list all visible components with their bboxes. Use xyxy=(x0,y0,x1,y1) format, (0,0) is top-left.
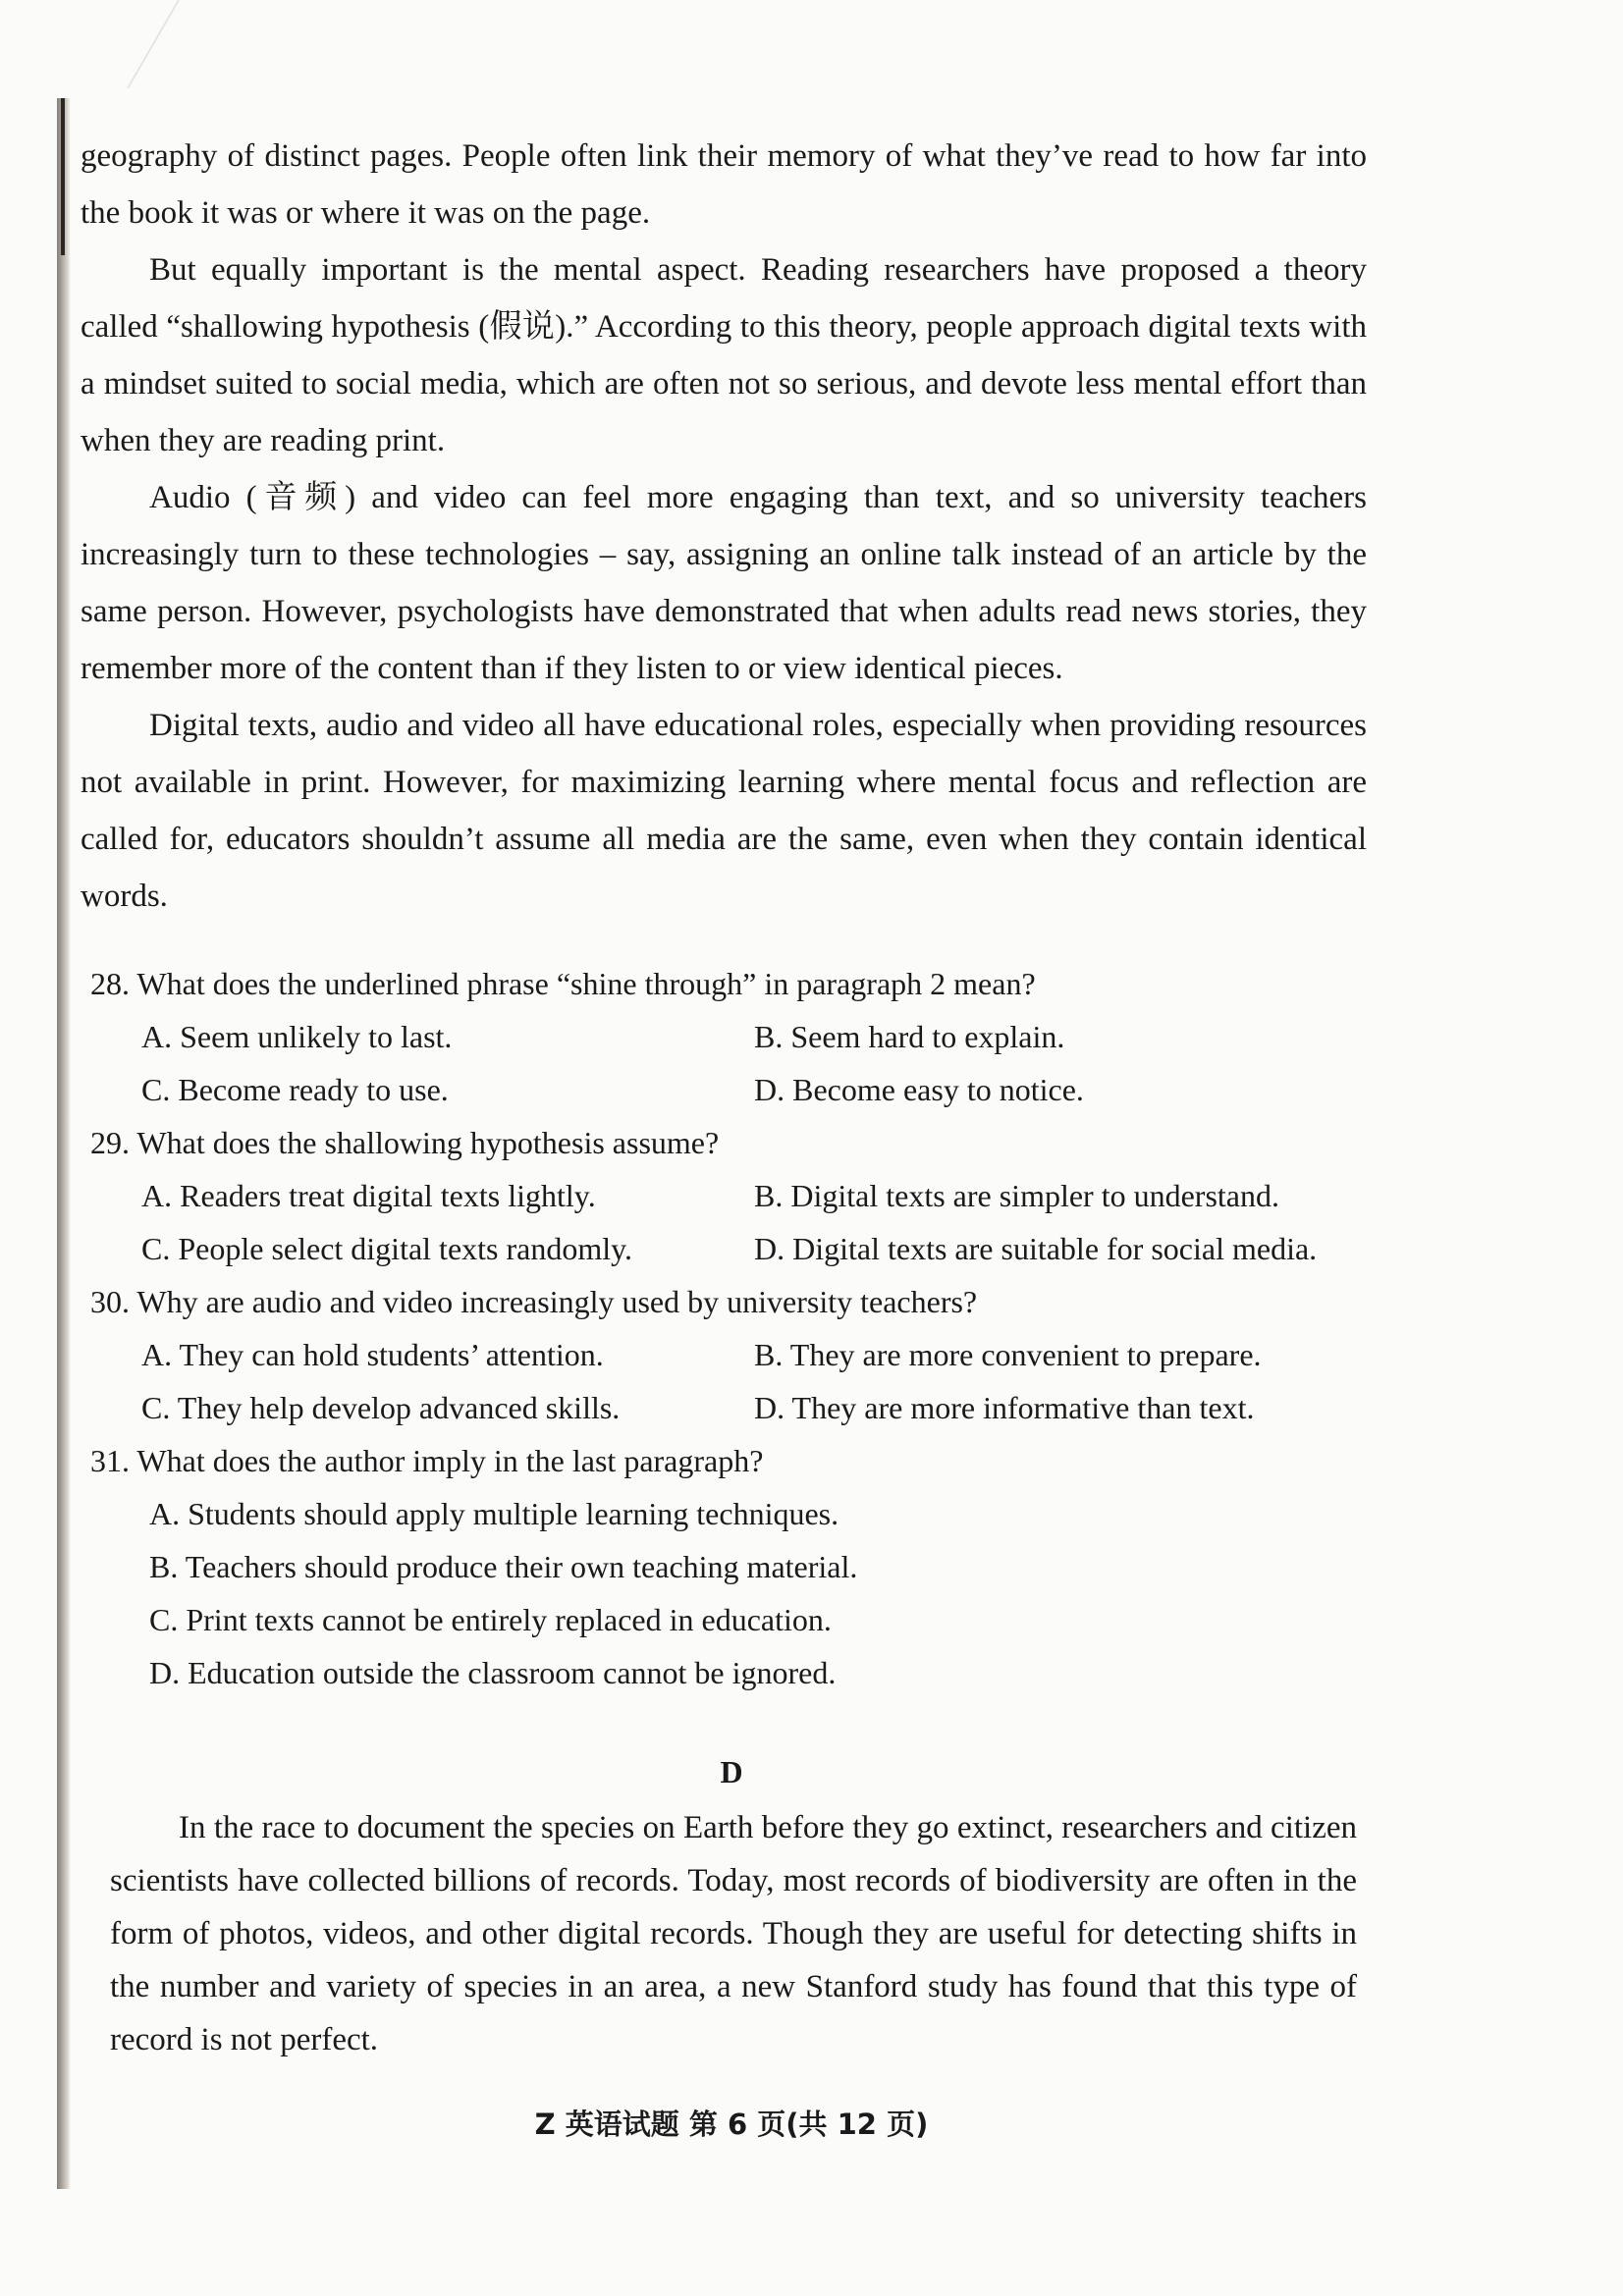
option-row xyxy=(90,1169,1367,1222)
option-row xyxy=(90,1222,1367,1275)
option-row xyxy=(90,1063,1367,1116)
question-28 xyxy=(90,957,1367,1116)
option-a: A. Students should apply multiple learning techniques. xyxy=(149,1496,839,1531)
option-d: D. They are more informative than text. xyxy=(754,1390,1255,1425)
option-c: C. People select digital texts randomly. xyxy=(141,1231,633,1266)
binding-edge-dark xyxy=(61,98,65,255)
section-d-heading: D xyxy=(720,1754,743,1789)
option-d: D. Become easy to notice. xyxy=(754,1072,1084,1107)
question-stem: 29. What does the shallowing hypothesis assume? xyxy=(90,1125,720,1160)
question-stem: 31. What does the author imply in the last paragraph? xyxy=(90,1443,764,1478)
option-c: C. Become ready to use. xyxy=(141,1072,449,1107)
option-a: A. They can hold students’ attention. xyxy=(141,1337,604,1372)
option-b: B. Seem hard to explain. xyxy=(754,1019,1065,1054)
option-b: B. Digital texts are simpler to understand. xyxy=(754,1178,1279,1213)
option-d: D. Education outside the classroom cannot be ignored. xyxy=(149,1655,837,1690)
question-31 xyxy=(90,1434,1367,1699)
option-row xyxy=(90,1328,1367,1381)
option-b: B. Teachers should produce their own teaching material. xyxy=(149,1549,858,1584)
passage-c-paragraph-1: geography of distinct pages. People often link their memory of what they’ve read to how far into the book it was or where it was on the page. xyxy=(81,138,1367,231)
passage-c-continued xyxy=(81,128,1367,925)
option-row xyxy=(90,1381,1367,1434)
binding-edge-shadow xyxy=(57,98,71,2189)
option-b: B. They are more convenient to prepare. xyxy=(754,1337,1262,1372)
question-30 xyxy=(90,1275,1367,1434)
option-a: A. Readers treat digital texts lightly. xyxy=(141,1178,596,1213)
question-29 xyxy=(90,1116,1367,1275)
passage-d-paragraph-1: In the race to document the species on Earth before they go extinct, researchers and citizen scientists have collected billions of records. Today, most records of biodiversity are often in the form of photos, videos, and other digital records. Though they are useful for detecting shifts in the number and variety of species in an area, a new Stanford study has found that this type of record is not perfect. xyxy=(110,1810,1357,2057)
option-c: C. They help develop advanced skills. xyxy=(141,1390,621,1425)
passage-d xyxy=(110,1801,1357,2066)
option-d: D. Digital texts are suitable for social media. xyxy=(754,1231,1318,1266)
question-stem: 30. Why are audio and video increasingly used by university teachers? xyxy=(90,1284,978,1319)
option-row xyxy=(90,1010,1367,1063)
question-stem: 28. What does the underlined phrase “shine through” in paragraph 2 mean? xyxy=(90,966,1036,1001)
option-c: C. Print texts cannot be entirely replaced in education. xyxy=(149,1602,832,1637)
passage-c-paragraph-2: But equally important is the mental aspect. Reading researchers have proposed a theory called “shallowing hypothesis (假说).” According to this theory, people approach digital texts with a mindset suited to social media, which are often not so serious, and devote less mental effort than when they are reading print. xyxy=(81,252,1367,458)
passage-c-paragraph-3: Audio (音频) and video can feel more engaging than text, and so university teachers increasingly turn to these technologies – say, assigning an online talk instead of an article by the same person. However, psychologists have demonstrated that when adults read news stories, they remember more of the content than if they listen to or view identical pieces. xyxy=(81,480,1367,686)
page-corner-fold xyxy=(68,0,180,88)
option-a: A. Seem unlikely to last. xyxy=(141,1019,453,1054)
page-footer: Z 英语试题 第 6 页(共 12 页) xyxy=(534,2108,929,2141)
passage-c-paragraph-4: Digital texts, audio and video all have educational roles, especially when providing resources not available in print. However, for maximizing learning where mental focus and reflection are called for, educators shouldn’t assume all media are the same, even when they contain identical words. xyxy=(81,708,1367,914)
